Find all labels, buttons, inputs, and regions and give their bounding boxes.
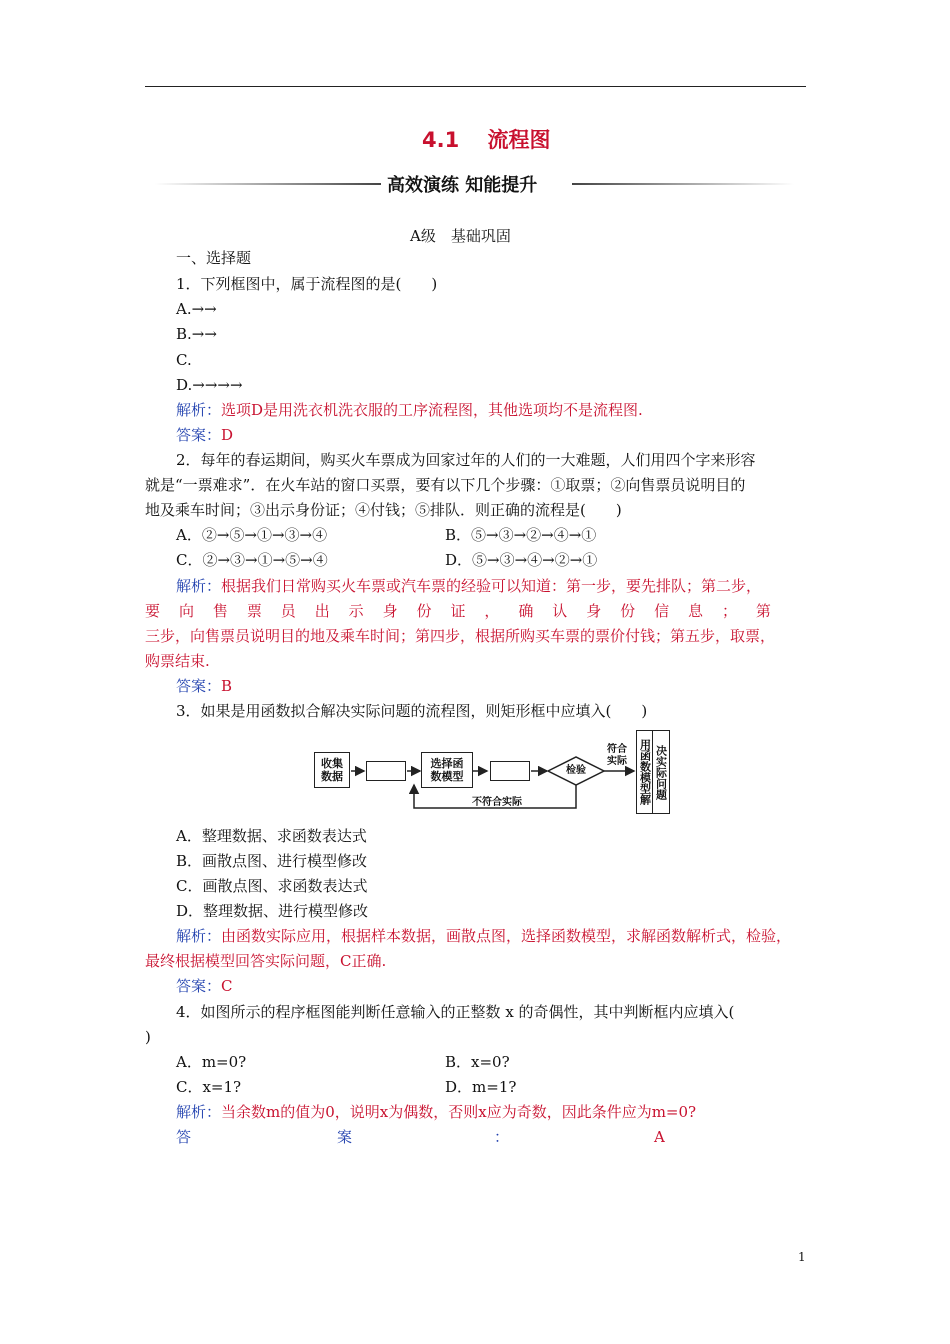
- check-label: 检验: [566, 765, 586, 776]
- q2-analysis-line3: 三步，向售票员说明目的地及乘车时间；第四步，根据所购买车票的票价付钱；第五步，取票，: [145, 627, 776, 645]
- q2-option-c: C．②→③→①→⑤→④: [176, 551, 328, 569]
- q1-analysis: [176, 400, 643, 420]
- q2-char: 证: [450, 602, 466, 620]
- blank-box-1: [366, 761, 406, 781]
- q3-option-d: D．整理数据、进行模型修改: [176, 902, 369, 920]
- q3-stem: 3．如果是用函数拟合解决实际问题的流程图，则矩形框中应填入( ): [176, 702, 648, 720]
- q3-option-a: A．整理数据、求函数表达式: [176, 827, 367, 845]
- q2-analysis-line1: [176, 576, 761, 596]
- q1-answer-label: 答案：: [176, 426, 222, 444]
- q4-option-a: A．m=0?: [176, 1053, 247, 1071]
- q1-stem: 1．下列框图中，属于流程图的是( ): [176, 275, 438, 293]
- q2-answer: [176, 676, 232, 696]
- q1-analysis-label: 解析：: [176, 401, 222, 419]
- q4-stem-line1: 4．如图所示的程序框图能判断任意输入的正整数 x 的奇偶性，其中判断框内应填入(: [176, 1003, 735, 1021]
- banner-right-rule: [572, 183, 794, 185]
- collect-data-box: 收集 数据: [314, 752, 350, 788]
- q2-answer-value: B: [221, 677, 233, 695]
- q3-answer-value: C: [221, 977, 233, 995]
- q1-answer-value: D: [221, 426, 234, 444]
- q2-option-a: A．②→⑤→①→③→④: [176, 526, 328, 544]
- q2-char: 信: [654, 602, 670, 620]
- q4-option-c: C．x=1?: [176, 1078, 242, 1096]
- q2-char: ，: [484, 602, 500, 620]
- q2-analysis-text1: 根据我们日常购买火车票或汽车票的经验可以知道：第一步，要先排队；第二步，: [221, 577, 762, 595]
- header-rule: [145, 86, 806, 87]
- notfit-label: 不符合实际: [472, 797, 522, 808]
- q2-char: 息: [688, 602, 704, 620]
- q3-analysis-text1: 由函数实际应用，根据样本数据，画散点图，选择函数模型，求解函数解析式，检验，: [221, 927, 792, 945]
- q3-answer-label: 答案：: [176, 977, 222, 995]
- q2-char: 认: [552, 602, 568, 620]
- q2-char: 份: [416, 602, 432, 620]
- q2-option-b: B．⑤→③→②→④→①: [445, 526, 597, 544]
- q2-stem-line2: 就是“一票难求”．在火车站的窗口买票，要有以下几个步骤：①取票；②向售票员说明目的: [145, 476, 746, 494]
- q1-option-a: A.→→: [176, 300, 217, 318]
- q2-char: 员: [280, 602, 296, 620]
- banner-left-rule: [155, 183, 381, 185]
- q3-answer: [176, 976, 233, 996]
- q2-char: 向: [178, 602, 194, 620]
- q2-char: 售: [212, 602, 228, 620]
- q2-char: 份: [620, 602, 636, 620]
- fit-label: 符合 实际: [607, 744, 627, 767]
- q1-option-b: B.→→: [176, 325, 217, 343]
- q4-answer-char: 案: [337, 1128, 353, 1146]
- q2-char: 要: [145, 602, 161, 620]
- q2-analysis-line2: [145, 601, 771, 621]
- q2-char: 身: [382, 602, 398, 620]
- q2-char: 示: [348, 602, 364, 620]
- q4-stem-line2: ): [145, 1028, 151, 1046]
- q2-char: 第: [755, 602, 771, 620]
- q1-answer: [176, 425, 233, 445]
- blank-box-2: [490, 761, 530, 781]
- q4-option-d: D．m=1?: [445, 1078, 517, 1096]
- page-title: 4.1 流程图: [422, 128, 551, 152]
- q3-option-b: B．画散点图、进行模型修改: [176, 852, 368, 870]
- q4-analysis-text: 当余数m的值为0，说明x为偶数，否则x应为奇数，因此条件应为m=0?: [221, 1103, 697, 1121]
- q1-option-d: D.→→→→: [176, 376, 243, 394]
- q2-char: 出: [314, 602, 330, 620]
- q2-char: 身: [586, 602, 602, 620]
- q4-answer-char: ：: [494, 1128, 510, 1146]
- q1-analysis-text: 选项D是用洗衣机洗衣服的工序流程图，其他选项均不是流程图.: [221, 401, 643, 419]
- level-heading: A级 基础巩固: [410, 227, 511, 245]
- q3-analysis-line1: [176, 926, 791, 946]
- q2-stem-line3: 地及乘车时间；③出示身份证；④付钱；⑤排队．则正确的流程是( ): [145, 501, 622, 519]
- q2-option-d: D．⑤→③→④→②→①: [445, 551, 598, 569]
- q3-analysis-line2: 最终根据模型回答实际问题，C正确.: [145, 952, 387, 970]
- q4-analysis: [176, 1102, 696, 1122]
- q3-option-c: C．画散点图、求函数表达式: [176, 877, 368, 895]
- choose-model-box: 选择函 数模型: [421, 752, 473, 788]
- q4-answer-char: 答: [176, 1128, 192, 1146]
- page-number: 1: [798, 1250, 806, 1264]
- q4-analysis-label: 解析：: [176, 1103, 222, 1121]
- q2-analysis-label: 解析：: [176, 577, 222, 595]
- q3-analysis-label: 解析：: [176, 927, 222, 945]
- banner-title: 高效演练 知能提升: [387, 175, 538, 196]
- q2-analysis-line4: 购票结束.: [145, 652, 210, 670]
- q1-option-c: C.: [176, 351, 192, 369]
- part-heading: 一、选择题: [176, 249, 252, 267]
- q2-char: 票: [246, 602, 262, 620]
- solve-problem-box: 决实际问题: [652, 730, 670, 814]
- q4-option-b: B．x=0?: [445, 1053, 510, 1071]
- q2-char: ；: [721, 602, 737, 620]
- q2-answer-label: 答案：: [176, 677, 222, 695]
- use-model-box: 用函数模型解: [636, 730, 654, 814]
- q4-answer-value: A: [654, 1128, 665, 1146]
- q2-stem-line1: 2．每年的春运期间，购买火车票成为回家过年的人们的一大难题，人们用四个字来形容: [176, 451, 756, 469]
- q2-char: 确: [518, 602, 534, 620]
